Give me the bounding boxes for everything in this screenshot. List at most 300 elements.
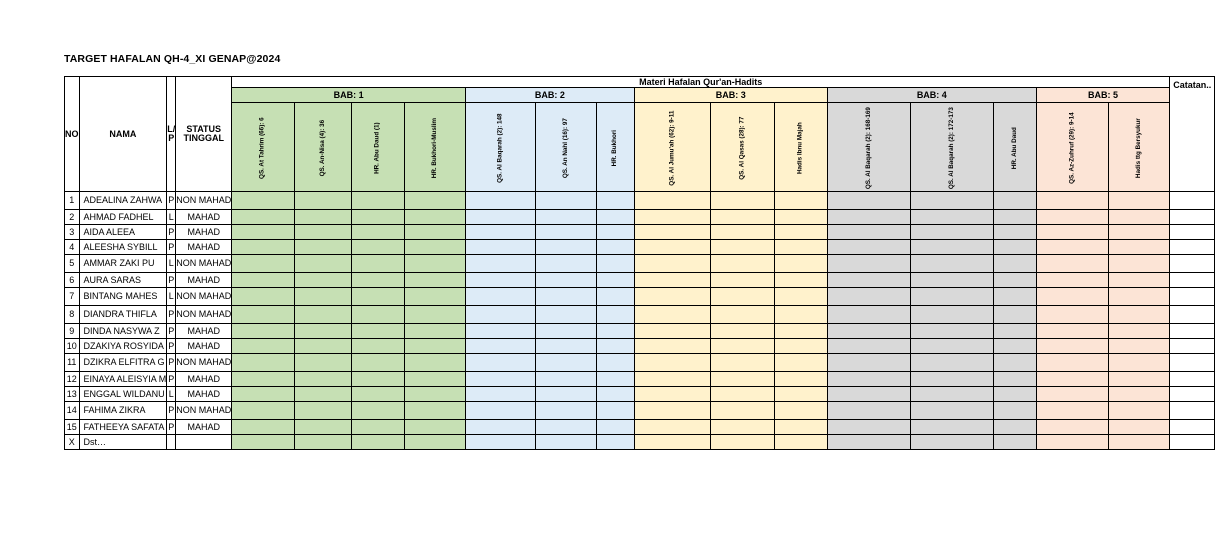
catatan-cell[interactable] <box>1170 387 1215 402</box>
hafalan-cell[interactable] <box>466 240 536 255</box>
hafalan-cell[interactable] <box>232 192 295 210</box>
hafalan-cell[interactable] <box>774 372 827 387</box>
hafalan-cell[interactable] <box>634 435 710 450</box>
student-name[interactable]: ENGGAL WILDANU <box>79 387 167 402</box>
hafalan-cell[interactable] <box>1109 354 1170 372</box>
hafalan-cell[interactable] <box>536 240 597 255</box>
hafalan-cell[interactable] <box>404 420 465 435</box>
hafalan-cell[interactable] <box>536 435 597 450</box>
hafalan-cell[interactable] <box>404 255 465 273</box>
hafalan-cell[interactable] <box>466 306 536 324</box>
hafalan-cell[interactable] <box>294 273 351 288</box>
hafalan-cell[interactable] <box>827 288 910 306</box>
hafalan-cell[interactable] <box>1036 435 1109 450</box>
student-status[interactable]: MAHAD <box>176 339 232 354</box>
hafalan-cell[interactable] <box>710 420 774 435</box>
hafalan-cell[interactable] <box>827 210 910 225</box>
hafalan-cell[interactable] <box>774 210 827 225</box>
hafalan-cell[interactable] <box>404 240 465 255</box>
hafalan-cell[interactable] <box>404 273 465 288</box>
hafalan-cell[interactable] <box>404 354 465 372</box>
hafalan-cell[interactable] <box>827 240 910 255</box>
hafalan-cell[interactable] <box>352 192 405 210</box>
hafalan-cell[interactable] <box>597 354 634 372</box>
student-name[interactable]: AIDA ALEEA <box>79 225 167 240</box>
hafalan-cell[interactable] <box>993 255 1036 273</box>
hafalan-cell[interactable] <box>910 210 993 225</box>
hafalan-cell[interactable] <box>1109 435 1170 450</box>
hafalan-cell[interactable] <box>634 402 710 420</box>
hafalan-cell[interactable] <box>827 420 910 435</box>
student-lp[interactable]: P <box>167 420 176 435</box>
hafalan-cell[interactable] <box>536 387 597 402</box>
hafalan-cell[interactable] <box>710 192 774 210</box>
hafalan-cell[interactable] <box>910 402 993 420</box>
student-status[interactable]: MAHAD <box>176 372 232 387</box>
hafalan-cell[interactable] <box>710 306 774 324</box>
hafalan-cell[interactable] <box>466 387 536 402</box>
hafalan-cell[interactable] <box>1036 339 1109 354</box>
hafalan-cell[interactable] <box>827 273 910 288</box>
hafalan-cell[interactable] <box>294 402 351 420</box>
hafalan-cell[interactable] <box>404 192 465 210</box>
hafalan-cell[interactable] <box>352 387 405 402</box>
student-status[interactable]: MAHAD <box>176 324 232 339</box>
hafalan-cell[interactable] <box>993 339 1036 354</box>
hafalan-cell[interactable] <box>634 339 710 354</box>
hafalan-cell[interactable] <box>466 420 536 435</box>
hafalan-cell[interactable] <box>597 273 634 288</box>
student-lp[interactable]: P <box>167 339 176 354</box>
hafalan-cell[interactable] <box>536 339 597 354</box>
catatan-cell[interactable] <box>1170 210 1215 225</box>
hafalan-cell[interactable] <box>232 435 295 450</box>
hafalan-cell[interactable] <box>294 420 351 435</box>
hafalan-cell[interactable] <box>466 288 536 306</box>
hafalan-cell[interactable] <box>466 210 536 225</box>
student-name[interactable]: DIANDRA THIFLA <box>79 306 167 324</box>
hafalan-cell[interactable] <box>827 372 910 387</box>
student-status[interactable]: NON MAHAD <box>176 255 232 273</box>
hafalan-cell[interactable] <box>352 306 405 324</box>
catatan-cell[interactable] <box>1170 372 1215 387</box>
student-status[interactable]: NON MAHAD <box>176 306 232 324</box>
hafalan-cell[interactable] <box>536 225 597 240</box>
student-name[interactable]: BINTANG MAHES <box>79 288 167 306</box>
hafalan-cell[interactable] <box>710 240 774 255</box>
hafalan-cell[interactable] <box>232 210 295 225</box>
hafalan-cell[interactable] <box>466 225 536 240</box>
hafalan-cell[interactable] <box>993 435 1036 450</box>
hafalan-cell[interactable] <box>1036 324 1109 339</box>
hafalan-cell[interactable] <box>1109 288 1170 306</box>
hafalan-cell[interactable] <box>466 192 536 210</box>
hafalan-cell[interactable] <box>827 387 910 402</box>
hafalan-cell[interactable] <box>1109 387 1170 402</box>
hafalan-cell[interactable] <box>910 225 993 240</box>
hafalan-cell[interactable] <box>466 339 536 354</box>
hafalan-cell[interactable] <box>597 288 634 306</box>
hafalan-cell[interactable] <box>710 339 774 354</box>
hafalan-cell[interactable] <box>827 435 910 450</box>
hafalan-cell[interactable] <box>352 339 405 354</box>
hafalan-cell[interactable] <box>1036 372 1109 387</box>
hafalan-cell[interactable] <box>404 402 465 420</box>
student-name[interactable]: AURA SARAS <box>79 273 167 288</box>
hafalan-cell[interactable] <box>1109 210 1170 225</box>
hafalan-cell[interactable] <box>827 402 910 420</box>
hafalan-cell[interactable] <box>597 435 634 450</box>
hafalan-cell[interactable] <box>294 372 351 387</box>
hafalan-cell[interactable] <box>404 225 465 240</box>
hafalan-cell[interactable] <box>710 210 774 225</box>
student-name[interactable]: AMMAR ZAKI PU <box>79 255 167 273</box>
hafalan-cell[interactable] <box>232 387 295 402</box>
hafalan-cell[interactable] <box>466 372 536 387</box>
hafalan-cell[interactable] <box>710 273 774 288</box>
hafalan-cell[interactable] <box>1036 192 1109 210</box>
hafalan-cell[interactable] <box>352 420 405 435</box>
student-name[interactable]: ALEESHA SYBILL <box>79 240 167 255</box>
hafalan-cell[interactable] <box>536 210 597 225</box>
student-lp[interactable] <box>167 435 176 450</box>
hafalan-cell[interactable] <box>827 339 910 354</box>
hafalan-cell[interactable] <box>597 306 634 324</box>
hafalan-cell[interactable] <box>634 420 710 435</box>
hafalan-cell[interactable] <box>993 225 1036 240</box>
hafalan-cell[interactable] <box>404 288 465 306</box>
hafalan-cell[interactable] <box>466 435 536 450</box>
hafalan-cell[interactable] <box>827 324 910 339</box>
hafalan-cell[interactable] <box>352 288 405 306</box>
student-lp[interactable]: L <box>167 255 176 273</box>
hafalan-cell[interactable] <box>827 255 910 273</box>
hafalan-cell[interactable] <box>294 192 351 210</box>
hafalan-cell[interactable] <box>466 354 536 372</box>
hafalan-cell[interactable] <box>910 306 993 324</box>
hafalan-cell[interactable] <box>536 402 597 420</box>
student-lp[interactable]: P <box>167 306 176 324</box>
hafalan-cell[interactable] <box>294 225 351 240</box>
hafalan-cell[interactable] <box>1109 420 1170 435</box>
hafalan-cell[interactable] <box>827 306 910 324</box>
hafalan-cell[interactable] <box>1036 354 1109 372</box>
catatan-cell[interactable] <box>1170 324 1215 339</box>
hafalan-cell[interactable] <box>294 255 351 273</box>
student-lp[interactable]: L <box>167 210 176 225</box>
hafalan-cell[interactable] <box>294 387 351 402</box>
hafalan-cell[interactable] <box>910 192 993 210</box>
hafalan-cell[interactable] <box>352 240 405 255</box>
hafalan-cell[interactable] <box>597 225 634 240</box>
hafalan-cell[interactable] <box>294 435 351 450</box>
hafalan-cell[interactable] <box>710 255 774 273</box>
hafalan-cell[interactable] <box>1036 288 1109 306</box>
hafalan-cell[interactable] <box>232 255 295 273</box>
hafalan-cell[interactable] <box>1109 402 1170 420</box>
hafalan-cell[interactable] <box>536 420 597 435</box>
hafalan-cell[interactable] <box>993 306 1036 324</box>
hafalan-cell[interactable] <box>993 273 1036 288</box>
hafalan-cell[interactable] <box>910 339 993 354</box>
hafalan-cell[interactable] <box>294 324 351 339</box>
hafalan-cell[interactable] <box>634 225 710 240</box>
hafalan-cell[interactable] <box>910 288 993 306</box>
student-status[interactable]: MAHAD <box>176 273 232 288</box>
hafalan-cell[interactable] <box>404 324 465 339</box>
hafalan-cell[interactable] <box>466 402 536 420</box>
student-status[interactable]: NON MAHAD <box>176 288 232 306</box>
hafalan-cell[interactable] <box>710 387 774 402</box>
hafalan-cell[interactable] <box>910 435 993 450</box>
hafalan-cell[interactable] <box>232 240 295 255</box>
hafalan-cell[interactable] <box>774 354 827 372</box>
hafalan-cell[interactable] <box>710 324 774 339</box>
student-lp[interactable]: P <box>167 225 176 240</box>
student-lp[interactable]: P <box>167 240 176 255</box>
hafalan-cell[interactable] <box>910 420 993 435</box>
hafalan-cell[interactable] <box>827 225 910 240</box>
hafalan-cell[interactable] <box>993 354 1036 372</box>
student-status[interactable]: MAHAD <box>176 240 232 255</box>
catatan-cell[interactable] <box>1170 435 1215 450</box>
catatan-cell[interactable] <box>1170 402 1215 420</box>
hafalan-cell[interactable] <box>466 273 536 288</box>
hafalan-cell[interactable] <box>774 402 827 420</box>
hafalan-cell[interactable] <box>352 402 405 420</box>
student-status[interactable] <box>176 435 232 450</box>
hafalan-cell[interactable] <box>993 420 1036 435</box>
hafalan-cell[interactable] <box>910 354 993 372</box>
hafalan-cell[interactable] <box>536 192 597 210</box>
hafalan-cell[interactable] <box>294 354 351 372</box>
hafalan-cell[interactable] <box>774 225 827 240</box>
catatan-cell[interactable] <box>1170 192 1215 210</box>
hafalan-cell[interactable] <box>352 225 405 240</box>
hafalan-cell[interactable] <box>774 255 827 273</box>
student-name[interactable]: FATHEEYA SAFATA <box>79 420 167 435</box>
hafalan-cell[interactable] <box>352 273 405 288</box>
hafalan-cell[interactable] <box>634 273 710 288</box>
catatan-cell[interactable] <box>1170 273 1215 288</box>
hafalan-cell[interactable] <box>774 435 827 450</box>
student-status[interactable]: MAHAD <box>176 387 232 402</box>
hafalan-cell[interactable] <box>993 192 1036 210</box>
hafalan-cell[interactable] <box>232 420 295 435</box>
hafalan-cell[interactable] <box>993 324 1036 339</box>
hafalan-cell[interactable] <box>536 324 597 339</box>
hafalan-cell[interactable] <box>774 420 827 435</box>
student-name[interactable]: DINDA NASYWA Z <box>79 324 167 339</box>
hafalan-cell[interactable] <box>536 354 597 372</box>
hafalan-cell[interactable] <box>634 210 710 225</box>
hafalan-cell[interactable] <box>910 324 993 339</box>
hafalan-cell[interactable] <box>597 339 634 354</box>
student-lp[interactable]: P <box>167 354 176 372</box>
hafalan-cell[interactable] <box>634 255 710 273</box>
hafalan-cell[interactable] <box>827 354 910 372</box>
hafalan-cell[interactable] <box>993 288 1036 306</box>
hafalan-cell[interactable] <box>774 324 827 339</box>
hafalan-cell[interactable] <box>294 306 351 324</box>
hafalan-cell[interactable] <box>774 387 827 402</box>
hafalan-cell[interactable] <box>634 354 710 372</box>
hafalan-cell[interactable] <box>1109 240 1170 255</box>
student-status[interactable]: MAHAD <box>176 225 232 240</box>
hafalan-cell[interactable] <box>232 372 295 387</box>
hafalan-cell[interactable] <box>232 306 295 324</box>
hafalan-cell[interactable] <box>352 255 405 273</box>
hafalan-cell[interactable] <box>1036 255 1109 273</box>
hafalan-cell[interactable] <box>597 324 634 339</box>
hafalan-cell[interactable] <box>774 306 827 324</box>
hafalan-cell[interactable] <box>910 240 993 255</box>
hafalan-cell[interactable] <box>634 288 710 306</box>
hafalan-cell[interactable] <box>1036 273 1109 288</box>
hafalan-cell[interactable] <box>774 240 827 255</box>
student-name[interactable]: DZAKIYA ROSYIDA <box>79 339 167 354</box>
hafalan-cell[interactable] <box>1109 372 1170 387</box>
hafalan-cell[interactable] <box>1109 225 1170 240</box>
student-lp[interactable]: P <box>167 192 176 210</box>
hafalan-cell[interactable] <box>993 372 1036 387</box>
hafalan-cell[interactable] <box>294 210 351 225</box>
hafalan-cell[interactable] <box>352 324 405 339</box>
hafalan-cell[interactable] <box>1036 420 1109 435</box>
hafalan-cell[interactable] <box>710 354 774 372</box>
hafalan-cell[interactable] <box>232 225 295 240</box>
hafalan-cell[interactable] <box>910 255 993 273</box>
hafalan-cell[interactable] <box>536 306 597 324</box>
hafalan-cell[interactable] <box>536 273 597 288</box>
hafalan-cell[interactable] <box>1036 240 1109 255</box>
student-name[interactable]: FAHIMA ZIKRA <box>79 402 167 420</box>
student-status[interactable]: NON MAHAD <box>176 402 232 420</box>
catatan-cell[interactable] <box>1170 354 1215 372</box>
catatan-cell[interactable] <box>1170 420 1215 435</box>
catatan-cell[interactable] <box>1170 240 1215 255</box>
hafalan-cell[interactable] <box>404 372 465 387</box>
hafalan-cell[interactable] <box>597 402 634 420</box>
catatan-cell[interactable] <box>1170 225 1215 240</box>
hafalan-cell[interactable] <box>597 372 634 387</box>
student-lp[interactable]: P <box>167 324 176 339</box>
hafalan-cell[interactable] <box>1036 210 1109 225</box>
hafalan-cell[interactable] <box>404 210 465 225</box>
hafalan-cell[interactable] <box>1109 255 1170 273</box>
hafalan-cell[interactable] <box>232 324 295 339</box>
hafalan-cell[interactable] <box>1109 192 1170 210</box>
hafalan-cell[interactable] <box>710 435 774 450</box>
hafalan-cell[interactable] <box>774 288 827 306</box>
hafalan-cell[interactable] <box>404 435 465 450</box>
hafalan-cell[interactable] <box>466 324 536 339</box>
hafalan-cell[interactable] <box>597 255 634 273</box>
hafalan-cell[interactable] <box>993 402 1036 420</box>
hafalan-cell[interactable] <box>993 240 1036 255</box>
catatan-cell[interactable] <box>1170 306 1215 324</box>
hafalan-cell[interactable] <box>1109 273 1170 288</box>
hafalan-cell[interactable] <box>536 288 597 306</box>
student-status[interactable]: NON MAHAD <box>176 192 232 210</box>
student-lp[interactable]: P <box>167 402 176 420</box>
hafalan-cell[interactable] <box>774 273 827 288</box>
student-lp[interactable]: P <box>167 372 176 387</box>
hafalan-cell[interactable] <box>466 255 536 273</box>
hafalan-cell[interactable] <box>634 372 710 387</box>
hafalan-cell[interactable] <box>352 354 405 372</box>
hafalan-cell[interactable] <box>1036 387 1109 402</box>
student-status[interactable]: MAHAD <box>176 210 232 225</box>
hafalan-cell[interactable] <box>536 372 597 387</box>
hafalan-cell[interactable] <box>827 192 910 210</box>
hafalan-cell[interactable] <box>404 387 465 402</box>
student-lp[interactable]: P <box>167 273 176 288</box>
hafalan-cell[interactable] <box>710 288 774 306</box>
hafalan-cell[interactable] <box>910 273 993 288</box>
student-name[interactable]: DZIKRA ELFITRA G <box>79 354 167 372</box>
hafalan-cell[interactable] <box>774 339 827 354</box>
hafalan-cell[interactable] <box>634 192 710 210</box>
hafalan-cell[interactable] <box>1036 225 1109 240</box>
hafalan-cell[interactable] <box>1109 339 1170 354</box>
hafalan-cell[interactable] <box>910 372 993 387</box>
hafalan-cell[interactable] <box>352 435 405 450</box>
hafalan-cell[interactable] <box>536 255 597 273</box>
hafalan-cell[interactable] <box>1036 402 1109 420</box>
catatan-cell[interactable] <box>1170 255 1215 273</box>
hafalan-cell[interactable] <box>1109 324 1170 339</box>
hafalan-cell[interactable] <box>597 240 634 255</box>
hafalan-cell[interactable] <box>634 324 710 339</box>
hafalan-cell[interactable] <box>710 372 774 387</box>
hafalan-cell[interactable] <box>710 225 774 240</box>
hafalan-cell[interactable] <box>774 192 827 210</box>
student-status[interactable]: NON MAHAD <box>176 354 232 372</box>
hafalan-cell[interactable] <box>597 210 634 225</box>
hafalan-cell[interactable] <box>710 402 774 420</box>
hafalan-cell[interactable] <box>352 372 405 387</box>
hafalan-cell[interactable] <box>634 240 710 255</box>
hafalan-cell[interactable] <box>910 387 993 402</box>
hafalan-cell[interactable] <box>993 210 1036 225</box>
student-name[interactable]: EINAYA ALEISYIA M <box>79 372 167 387</box>
student-lp[interactable]: L <box>167 288 176 306</box>
catatan-cell[interactable] <box>1170 288 1215 306</box>
student-status[interactable]: MAHAD <box>176 420 232 435</box>
hafalan-cell[interactable] <box>232 354 295 372</box>
hafalan-cell[interactable] <box>1036 306 1109 324</box>
hafalan-cell[interactable] <box>294 240 351 255</box>
hafalan-cell[interactable] <box>294 288 351 306</box>
student-lp[interactable]: L <box>167 387 176 402</box>
hafalan-cell[interactable] <box>597 420 634 435</box>
hafalan-cell[interactable] <box>634 306 710 324</box>
hafalan-cell[interactable] <box>232 273 295 288</box>
hafalan-cell[interactable] <box>352 210 405 225</box>
hafalan-cell[interactable] <box>232 288 295 306</box>
hafalan-cell[interactable] <box>404 306 465 324</box>
hafalan-cell[interactable] <box>404 339 465 354</box>
hafalan-cell[interactable] <box>634 387 710 402</box>
hafalan-cell[interactable] <box>993 387 1036 402</box>
hafalan-cell[interactable] <box>294 339 351 354</box>
student-name[interactable]: AHMAD FADHEL <box>79 210 167 225</box>
hafalan-cell[interactable] <box>232 402 295 420</box>
hafalan-cell[interactable] <box>597 192 634 210</box>
student-name[interactable]: Dst… <box>79 435 167 450</box>
catatan-cell[interactable] <box>1170 339 1215 354</box>
